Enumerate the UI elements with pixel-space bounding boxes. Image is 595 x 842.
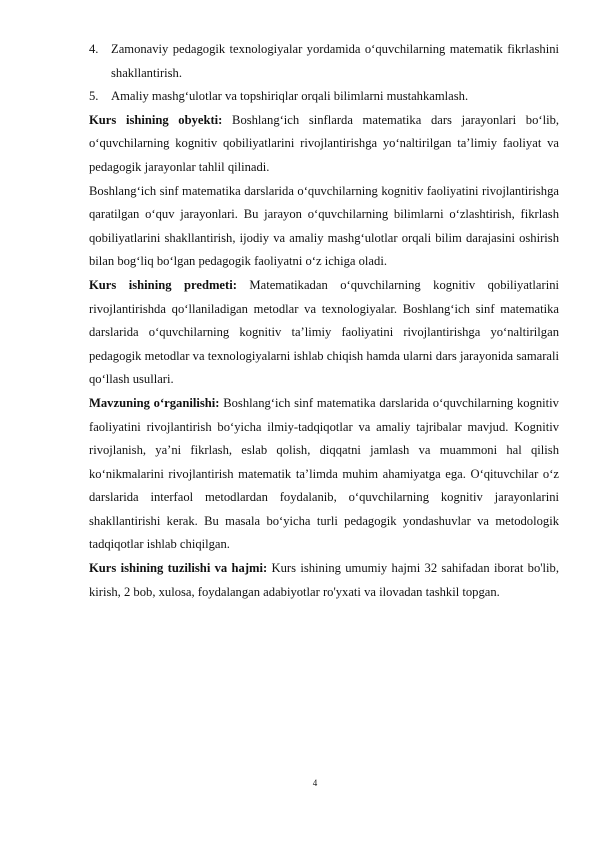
- tuzilish-text: Kurs ishining umumiy hajmi 32 sahifadan iborat bo'lib, kirish, 2 bob, xulosa, foydalangan adabiyotlar ro'yxati va ilovadan tashkil topgan.: [89, 561, 559, 599]
- page-number: 4: [312, 778, 318, 788]
- list-number: 5.: [89, 89, 99, 104]
- list-item-text: Amaliy mashg‘ulotlar va topshiriqlar orqali bilimlarni mustahkamlash.: [111, 89, 469, 104]
- predmet-text: Matematikadan o‘quvchilarning kognitiv qobiliyatlarini rivojlantirishda qo‘llaniladigan metodlar va texnologiyalar. Boshlang‘ich sinf matematika darslarida o‘quvchilarning kognitiv ta’limiy faoliyatini rivojlantirishga yo‘naltirilgan pedagogik metodlar va texnologiyalarni ishlab chiqish hamda ularni dars jarayonida samarali qo‘llash usullari.: [89, 277, 559, 387]
- list-item-text: Zamonaviy pedagogik texnologiyalar yordamida o‘quvchilarning matematik fikrlashini shakllantirish.: [111, 42, 559, 80]
- obyekt-text: Boshlang‘ich sinflarda matematika dars jarayonlari bo‘lib, o‘quvchilarning kognitiv qobiliyatlarini rivojlantirishga yo‘naltirilgan ta’limiy faoliyat va pedagogik jarayonlar tahlil qilinadi.: [89, 112, 560, 174]
- paragraph-tuzilish: [89, 557, 559, 604]
- paragraph-boshlang: [89, 180, 559, 274]
- tuzilish-label: Kurs ishining tuzilishi va hajmi:: [89, 561, 268, 576]
- paragraph-mavzu: [89, 392, 559, 557]
- obyekt-label: Kurs ishining obyekti:: [89, 112, 223, 127]
- predmet-label: Kurs ishining predmeti:: [89, 277, 237, 292]
- mavzu-label: Mavzuning o‘rganilishi:: [89, 395, 220, 410]
- boshlang-text: Boshlang‘ich sinf matematika darslarida o‘quvchilarning kognitiv faoliyatini rivojlantirishga qaratilgan o‘quv jarayonlari. Bu jarayon o‘quvchilarning bilimlarni o‘zlashtirish, fikrlash qobiliyatlarini shakllantirish, ijodiy va amaliy mashg‘ulotlar orqali bilim darajasini oshirish bilan bog‘liq bo‘lgan pedagogik faoliyatni o‘z ichiga oladi.: [89, 183, 559, 269]
- list-item: [89, 85, 559, 109]
- document-page: [89, 38, 559, 604]
- mavzu-text: Boshlang‘ich sinf matematika darslarida o‘quvchilarning kognitiv faoliyatini rivojlantirish bo‘yicha ilmiy-tadqiqotlar va amaliy tajribalar mavjud. Kognitiv rivojlanish, ya’ni fikrlash, eslab qolish, diqqatni jamlash va muammoni hal qilish ko‘nikmalarini rivojlantirish matematik ta’limda muhim ahamiyatga ega. O‘qituvchilar o‘z darslarida interfaol metodlardan foydalanib, o‘quvchilarning kognitiv jarayonlarini shakllantirishi kerak. Bu masala bo‘yicha turli pedagogik yondashuvlar va metodologik tadqiqotlar ishlab chiqilgan.: [89, 395, 559, 552]
- list-number: 4.: [89, 42, 99, 56]
- paragraph-obyekt: [89, 109, 559, 180]
- paragraph-predmet: [89, 274, 559, 392]
- list-item: [89, 38, 559, 85]
